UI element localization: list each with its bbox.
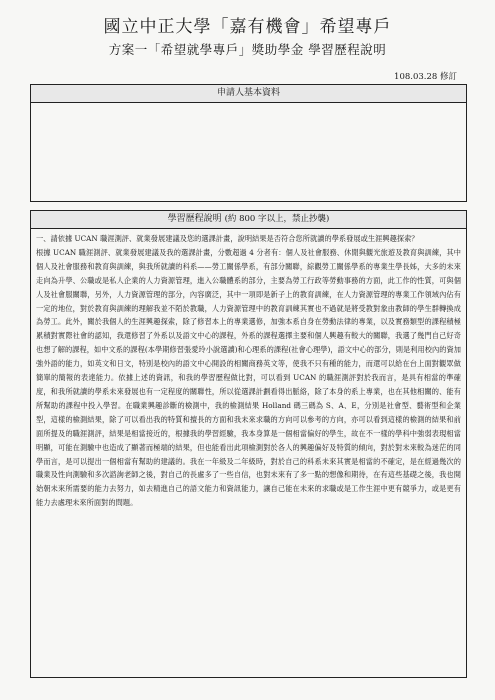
- applicant-info-body[interactable]: [31, 103, 466, 201]
- learning-history-body: [31, 229, 466, 510]
- question-text: 一、請依據 UCAN 職涯測評、就業發展建議及您的選課計畫，說明結果是否符合您所就讀的學系發展或生涯興趣探索？: [36, 234, 419, 243]
- applicant-info-box: [30, 84, 467, 202]
- learning-history-box: [30, 210, 467, 678]
- learning-history-heading: [31, 211, 466, 229]
- answer-text: 根據 UCAN 職涯測評、就業發展建議及我的選課計畫，分數超過 4 分者有：個人及社會服務、休閒與觀光旅遊及教育與訓練，其中個人及社會服務和教育與訓練，與我所就讀的科系——勞工關係學系，有部分關聯，綜觀勞工關係學系的專業生學長姊，大多的未來走向為升學、公職或是私人企業的人力資源管理，進入公職體系的部分，主要為勞工行政等勞動事務的方面，此工作的性質，可與個人及社會服關聯，另外，人力資源管理的部分，內容廣泛，其中一項即是新子上的教育訓練，在人力資源管理的專業工作領域內佔有一定的地位，對於教育與訓練的理解我並不陌於教職，人力資源管理中的教育訓練其實也不過就是將受教對象由教師的學生群轉換成為勞工。此外，關於我個人的生涯興趣探索，除了修習本上的專業選修，加強本系自身在勞動法律的專業，以及實務類型的課程積極累積對實際社會的認知，我還修習了外系以及語文中心的課程，外系的課程選擇主要和個人興趣有較大的關聯，我選了幾門自己好奇也想了解的課程，如中文系的課程(本學期修習張愛玲小說選讀)和心理系的課程(社會心理學)，語文中心的部分，則是利用校內的資加強外語的能力，如英文和日文，特別是校內的語文中心開設的相關商務英文等，使我不只有種的能力，而還可以給在台上面對觀眾做簡單的簡報的表達能力。依據上述的資訊，和我的學習歷程做比對，可以看到 UCAN 的職涯測評對於我而言，是具有相當的準確度，和我所就讀的學系未來發展也有一定程度的關聯性，所以從選課計劃看得出脈絡，除了本身的系上專業，也在其他相關的、能有所幫助的課程中投入學習。在職業興趣診斷的檢測中，我的檢測結果 Holland 碼三碼為 S、A、E，分別是社會型、藝術型和企業型，這樣的檢測結果，除了可以看出我的特質和擅長的方面和我未來求職的方向可以參考的方向，亦可以看到這樣的檢測的結果和前面所提及的職涯測評，結果是相當接近的，根據我的學習經驗，我本身算是一個相當偏好的學生，故在不一樣的學科中強弱表現相當明顯，可能在測驗中也造成了顯著而極端的結果，但也能看出此項檢測對於各人的興趣偏好及特質的傾向，對於對未來較為迷茫的同學而言，是可以提出一個相當有幫助的建議的。我在一年級及二年級時，對於自己的科系未來其實是相當的不確定，是在經過幾次的職業及性向測驗和多次諮詢老師之後，對自己的長處多了一些自信，也對未來有了多一點的想像和期待，在有這些基礎之後，我也開始朝未來所需要的能力去努力，如去精進自己的語文能力和資訊能力，讓自己能在未來的求職或是工作生涯中更有競爭力，或是更有能力去處理未來所面對的問題。: [36, 247, 461, 508]
- revision-date: 108.03.28 修訂: [394, 72, 457, 82]
- learning-history-title: 學習歷程說明: [167, 214, 222, 224]
- document-title: 國立中正大學「嘉有機會」希望專戶: [103, 17, 392, 37]
- learning-history-note: (約 800 字以上，禁止抄襲): [224, 214, 330, 224]
- applicant-info-heading: 申請人基本資料: [31, 85, 466, 103]
- document-subtitle: 方案一「希望就學專戶」獎助學金 學習歷程說明: [108, 42, 387, 57]
